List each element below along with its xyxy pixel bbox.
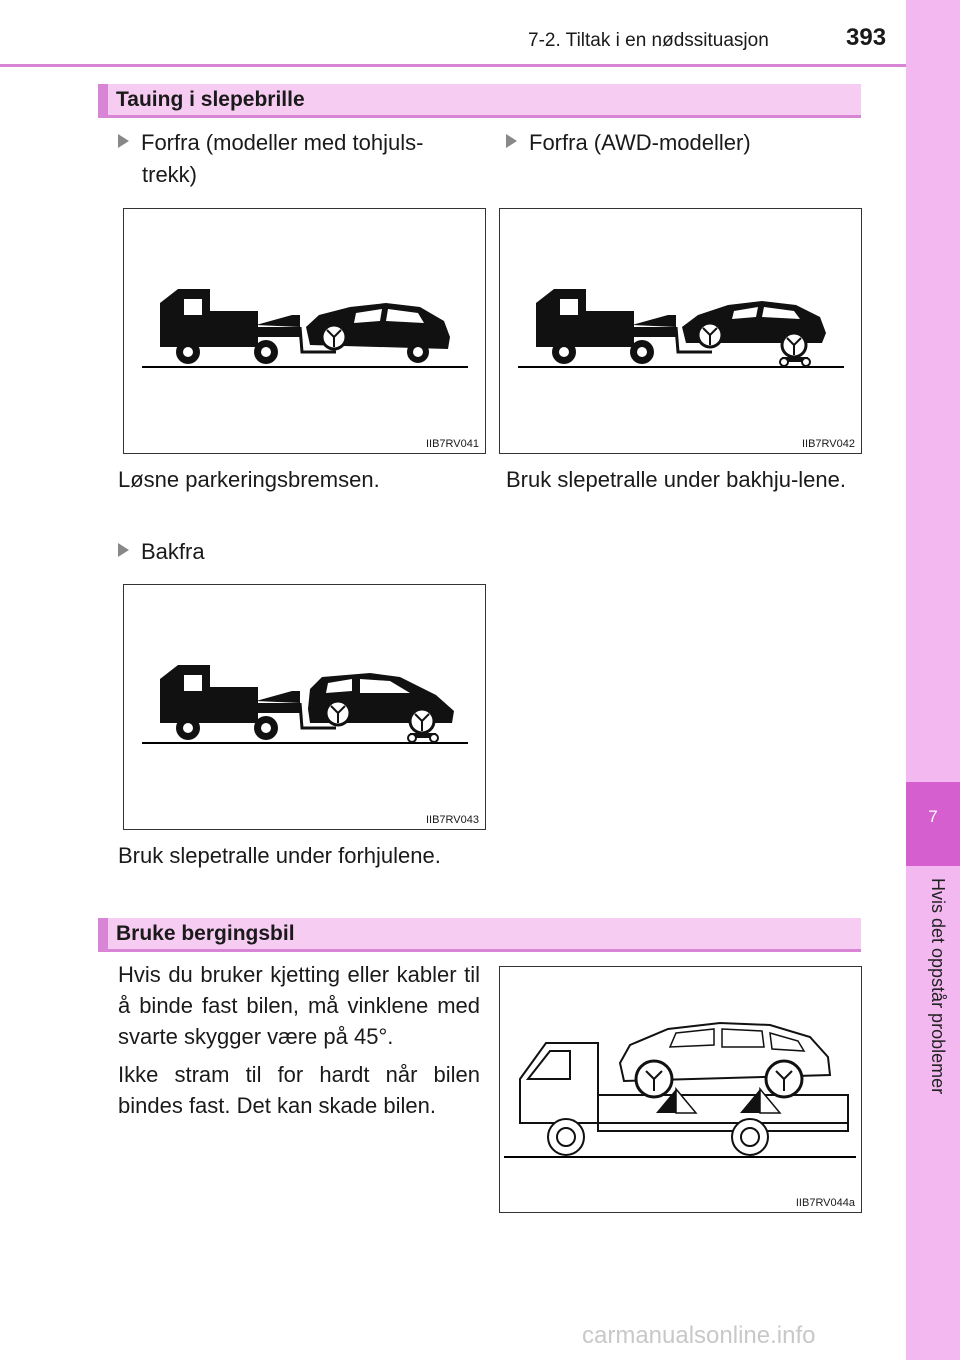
chapter-side-label-text: Hvis det oppstår problemer — [928, 878, 948, 1095]
tow-truck-illustration-3 — [124, 585, 487, 831]
section-heading-flatbed: Bruke bergingsbil — [98, 918, 861, 952]
paragraph-chain-angle: Hvis du bruker kjetting eller kabler til å binde fast bilen, må vinklene med svarte skygger være på 45°. — [118, 962, 480, 1049]
tow-truck-illustration-1 — [124, 209, 487, 455]
bullet-triangle-icon — [118, 134, 129, 148]
figure-code: IIB7RV041 — [425, 438, 479, 450]
page-number: 393 — [846, 24, 887, 51]
watermark: carmanualsonline.info — [582, 1322, 816, 1349]
bullet-front-2wd — [118, 127, 480, 159]
figure-code: IIB7RV043 — [425, 814, 479, 826]
chapter-number-box: 7 — [906, 782, 960, 866]
bullet-front-2wd-line1: Forfra (modeller med tohjuls- — [141, 130, 424, 155]
figure-code: IIB7RV042 — [801, 438, 855, 450]
paragraph-do-not-overtighten: Ikke stram til for hardt når bilen bindes fast. Det kan skade bilen. — [118, 1062, 480, 1118]
chapter-section-title: 7-2. Tiltak i en nødssituasjon — [528, 30, 769, 51]
bullet-triangle-icon — [118, 543, 129, 557]
chapter-side-label — [906, 878, 960, 1178]
figure-tow-rear — [123, 584, 486, 830]
flatbed-truck-illustration — [500, 967, 863, 1214]
bullet-rear: Bakfra — [118, 536, 205, 568]
bullet-front-awd: Forfra (AWD-modeller) — [506, 127, 751, 159]
caption-dolly-rear-wheels: Bruk slepetralle under bakhju-lene. — [506, 467, 846, 492]
figure-flatbed-truck — [499, 966, 862, 1213]
section-heading-towing: Tauing i slepebrille — [98, 84, 861, 118]
caption-release-parking-brake: Løsne parkeringsbremsen. — [118, 467, 380, 492]
figure-code: IIB7RV044a — [795, 1197, 855, 1209]
figure-tow-front-awd — [499, 208, 862, 454]
figure-tow-front-2wd — [123, 208, 486, 454]
bullet-triangle-icon — [506, 134, 517, 148]
bullet-front-2wd-line2: trekk) — [142, 162, 197, 187]
header-divider — [0, 64, 906, 67]
caption-dolly-front-wheels: Bruk slepetralle under forhjulene. — [118, 843, 441, 868]
tow-truck-illustration-2 — [500, 209, 863, 455]
